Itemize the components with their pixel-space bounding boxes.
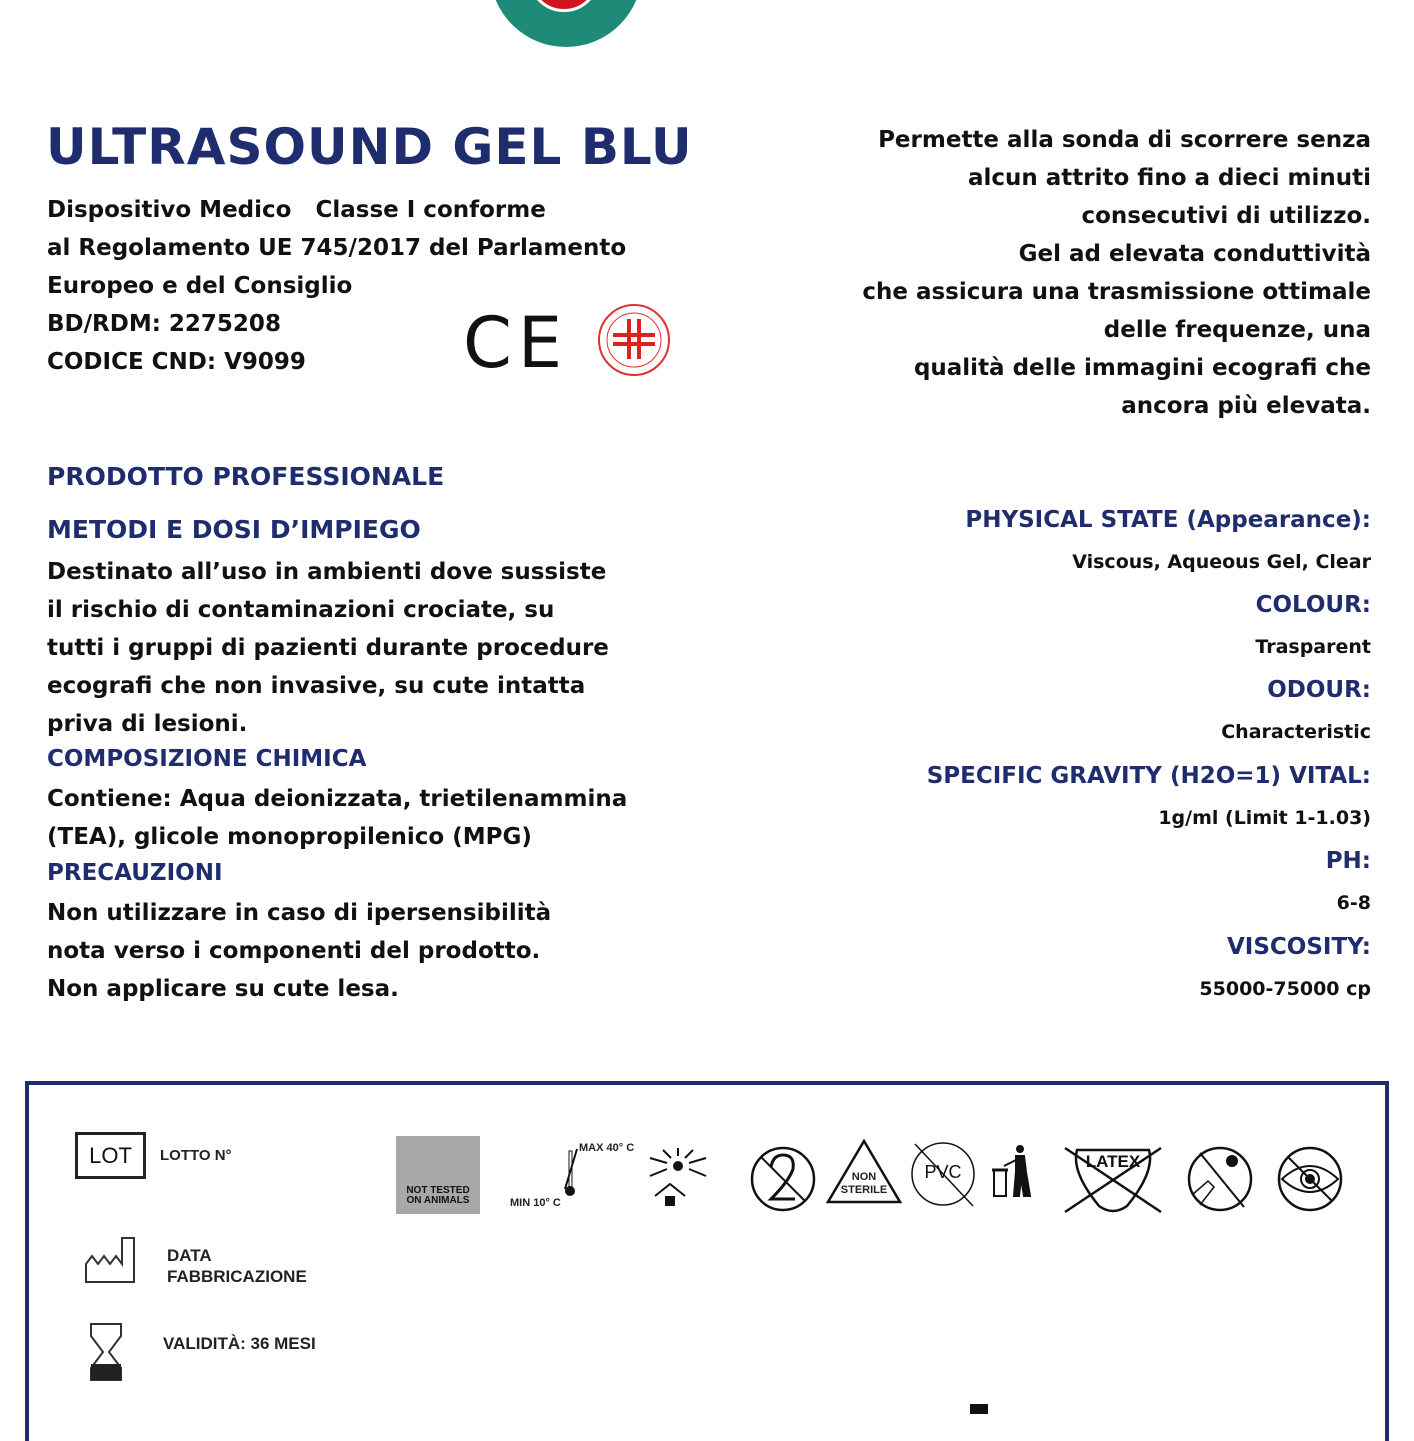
property-label: VISCOSITY: [1226,934,1371,960]
property-label: PH: [1325,848,1371,874]
description-line: qualità delle immagini ecografi che [913,355,1371,381]
methods-line: priva di lesioni. [47,711,248,737]
cut-off-mark [970,1404,988,1414]
property-label: SPECIFIC GRAVITY (H2O=1) VITAL: [926,763,1371,789]
property-value: Viscous, Aqueous Gel, Clear [1072,551,1371,573]
precautions-line: Non utilizzare in caso di ipersensibilità [47,900,552,926]
lot-icon: LOT [75,1132,146,1179]
medical-device-class-seal [597,303,672,378]
on-animals-text: ON ANIMALS [406,1195,470,1206]
manufacture-label-line: DATA [167,1246,212,1265]
methods-line: ecografi che non invasive, su cute intatta [47,673,586,699]
avoid-eye-contact-icon [1276,1145,1344,1213]
hourglass-icon [88,1322,124,1382]
precautions-text [47,894,551,1008]
description-line: Gel ad elevata conduttività [1018,241,1371,267]
lot-label: LOTTO N° [160,1147,232,1164]
manufacture-label [167,1245,307,1287]
description-line: ancora più elevata. [1121,393,1371,419]
keep-away-from-sunlight-icon [645,1146,711,1208]
do-not-reuse-icon [749,1145,817,1213]
property-value: 6-8 [1336,892,1371,914]
methods-heading: METODI E DOSI D’IMPIEGO [47,515,421,544]
property-value: Characteristic [1221,721,1371,743]
property-value: 55000-75000 cp [1199,978,1371,1000]
info-line: BD/RDM: 2275208 [47,311,281,337]
temp-max-label: MAX 40° C [579,1142,635,1154]
professional-heading: PRODOTTO PROFESSIONALE [47,462,445,491]
temp-min-label: MIN 10° C [510,1197,561,1209]
not-tested-on-animals-icon [396,1136,480,1214]
dispose-in-bin-icon [990,1144,1034,1200]
pvc-text: PVC [924,1162,962,1182]
composition-line: Contiene: Aqua deionizzata, trietilenammina [47,786,628,812]
validity-label: VALIDITÀ: 36 MESI [163,1334,316,1353]
property-label: PHYSICAL STATE (Appearance): [965,507,1371,533]
sterile-text: STERILE [840,1184,888,1196]
composition-text [47,780,627,856]
composition-heading: COMPOSIZIONE CHIMICA [47,746,367,772]
non-text: NON [851,1171,877,1183]
description-line: alcun attrito fino a dieci minuti [967,165,1371,191]
methods-text [47,553,609,743]
precautions-line: Non applicare su cute lesa. [47,976,399,1002]
property-value: 1g/ml (Limit 1-1.03) [1158,807,1371,829]
methods-line: il rischio di contaminazioni crociate, su [47,597,555,623]
composition-line: (TEA), glicole monopropilenico (MPG) [47,824,532,850]
non-sterile-text [826,1171,902,1197]
info-line: Europeo e del Consiglio [47,273,353,299]
manufacture-label-line: FABBRICAZIONE [167,1267,307,1286]
temperature-limit-icon [555,1145,585,1205]
description-line: che assicura una trasmissione ottimale [862,279,1371,305]
methods-line: Destinato all’uso in ambienti dove sussiste [47,559,607,585]
precautions-line: nota verso i componenti del prodotto. [47,938,541,964]
methods-line: tutti i gruppi di pazienti durante procedure [47,635,609,661]
description-line: Permette alla sonda di scorrere senza [878,127,1371,153]
ce-mark: CE [463,302,569,384]
property-value: Trasparent [1255,636,1371,658]
do-not-use-on-damaged-skin-icon [1186,1145,1254,1213]
info-line: CODICE CND: V9099 [47,349,306,375]
description-line: consecutivi di utilizzo. [1081,203,1371,229]
precautions-heading: PRECAUZIONI [47,860,223,886]
product-title: ULTRASOUND GEL BLU [46,118,693,176]
latex-text: LATEX [1085,1152,1141,1171]
info-line: Dispositivo Medico Classe I conforme [47,197,546,223]
product-description [862,121,1371,425]
property-label: ODOUR: [1267,677,1371,703]
info-line: al Regolamento UE 745/2017 del Parlamento [47,235,627,261]
property-label: COLOUR: [1255,592,1371,618]
description-line: delle frequenze, una [1103,317,1371,343]
not-tested-text: NOT TESTED [406,1185,470,1196]
manufacture-date-icon [84,1236,136,1284]
